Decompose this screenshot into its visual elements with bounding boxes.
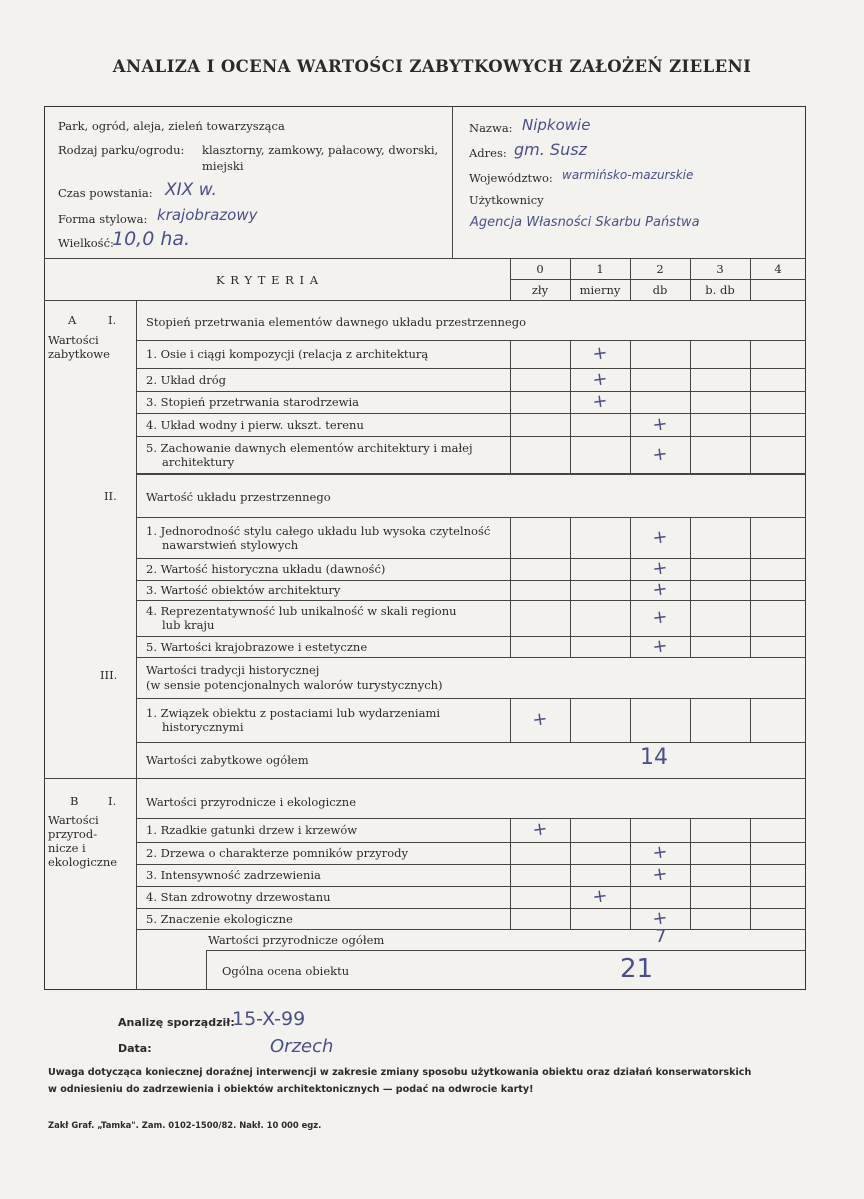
grid-line xyxy=(630,698,631,742)
czas-value: XIX w. xyxy=(165,180,217,200)
grid-line xyxy=(136,558,806,559)
score-col-num: 2 xyxy=(656,262,664,276)
forma-value: krajobrazowy xyxy=(157,206,258,224)
criterion-label: 5. Znaczenie ekologiczne xyxy=(146,911,293,926)
uzytkownicy-value: Agencja Własności Skarbu Państwa xyxy=(470,215,700,230)
group-a1-heading: Stopień przetrwania elementów dawnego układu przestrzennego xyxy=(146,315,527,329)
rodzaj-label: Rodzaj parku/ogrodu: xyxy=(58,143,185,157)
page-title: ANALIZA I OCENA WARTOŚCI ZABYTKOWYCH ZAŁOŻEŃ ZIELENI xyxy=(112,57,752,76)
grid-line xyxy=(206,950,806,951)
adres-value: gm. Susz xyxy=(514,140,587,159)
data-value: Orzech xyxy=(270,1036,334,1057)
czas-label: Czas powstania: xyxy=(58,186,153,200)
score-col-label: db xyxy=(652,283,668,297)
grid-line xyxy=(630,818,631,929)
grid-line xyxy=(630,340,631,473)
criterion-label: 3. Stopień przetrwania starodrzewia xyxy=(146,395,359,409)
grid-line xyxy=(136,742,806,743)
grid-line xyxy=(570,818,571,929)
grid-line xyxy=(136,636,806,637)
wielkosc-value: 10,0 ha. xyxy=(112,228,191,250)
wojewodztwo-value: warmińsko-mazurskie xyxy=(562,168,694,182)
section-a-label-1: Wartości xyxy=(48,333,99,347)
group-a3-heading-1: Wartości tradycji historycznej xyxy=(146,663,320,677)
wojewodztwo-label: Województwo: xyxy=(469,171,553,185)
grid-line xyxy=(136,818,806,819)
grid-line xyxy=(510,258,511,300)
grid-line xyxy=(452,106,453,258)
criterion-label: 5. Wartości krajobrazowe i estetyczne xyxy=(146,639,368,654)
criterion-label-2: historycznymi xyxy=(162,720,244,734)
score-mark: + xyxy=(650,557,669,580)
wielkosc-label: Wielkość: xyxy=(58,236,114,250)
grid-line xyxy=(690,258,691,300)
data-label: Data: xyxy=(118,1042,152,1055)
section-b-label-2: przyrod- xyxy=(48,827,98,841)
score-mark: + xyxy=(650,634,669,658)
group-b1-heading: Wartości przyrodnicze i ekologiczne xyxy=(146,795,357,809)
criterion-label: 5. Zachowanie dawnych elementów architektury i małej xyxy=(146,440,473,455)
grid-line xyxy=(510,279,806,280)
score-col-num: 3 xyxy=(716,262,724,276)
section-a-code: A xyxy=(68,313,77,327)
criterion-label: 4. Układ wodny i pierw. ukszt. terenu xyxy=(146,417,364,432)
score-col-num: 1 xyxy=(596,262,604,276)
grid-line xyxy=(136,886,806,887)
a-total-value: 14 xyxy=(640,745,668,770)
criterion-label: 2. Drzewa o charakterze pomników przyrody xyxy=(146,846,408,860)
grid-line xyxy=(750,818,751,929)
adres-label: Adres: xyxy=(469,146,507,160)
grid-line xyxy=(570,340,571,473)
score-col-label: b. db xyxy=(705,283,735,297)
grid-line xyxy=(136,864,806,865)
rodzaj-options-2: miejski xyxy=(202,159,244,173)
grid-line xyxy=(136,300,806,301)
section-b-label-3: nicze i xyxy=(48,841,86,855)
grid-line xyxy=(690,818,691,929)
group-a2-heading: Wartość układu przestrzennego xyxy=(146,490,331,504)
section-b-code: B xyxy=(70,794,79,808)
section-a2-roman: II. xyxy=(104,489,117,503)
score-col-num: 0 xyxy=(536,262,544,276)
nazwa-label: Nazwa: xyxy=(469,121,513,135)
grid-line xyxy=(136,580,806,581)
grid-line xyxy=(136,908,806,909)
grid-line xyxy=(44,258,806,259)
criterion-label: 3. Intensywność zadrzewienia xyxy=(146,868,321,882)
criterion-label: 1. Osie i ciągi kompozycji (relacja z architekturą xyxy=(146,347,429,361)
criterion-label: 1. Jednorodność stylu całego układu lub wysoka czytelność xyxy=(146,523,491,538)
grid-line xyxy=(136,413,806,414)
b-total-label: Wartości przyrodnicze ogółem xyxy=(208,933,385,947)
section-b-label-4: ekologiczne xyxy=(48,855,118,869)
score-col-num: 4 xyxy=(774,262,782,276)
grid-line xyxy=(136,600,806,601)
score-mark: + xyxy=(650,442,669,466)
criterion-label-2: architektury xyxy=(162,454,235,469)
criterion-label: 2. Układ dróg xyxy=(146,372,227,387)
criterion-label: 4. Stan zdrowotny drzewostanu xyxy=(146,890,331,904)
grid-line xyxy=(510,818,511,929)
section-a3-roman: III. xyxy=(100,668,118,682)
analize-label: Analizę sporządził: xyxy=(118,1016,235,1029)
grid-line xyxy=(136,698,806,699)
grid-line xyxy=(750,698,751,742)
score-col-label: mierny xyxy=(579,283,621,297)
overall-value: 21 xyxy=(620,954,654,984)
criterion-label-2: nawarstwień stylowych xyxy=(162,537,299,552)
grid-line xyxy=(630,517,631,657)
score-mark: + xyxy=(650,525,669,549)
grid-line xyxy=(630,258,631,300)
grid-line xyxy=(136,340,806,341)
score-col-label: zły xyxy=(531,283,549,297)
uzytkownicy-label: Użytkownicy xyxy=(469,193,544,207)
score-mark: + xyxy=(650,578,669,601)
section-b-label-1: Wartości xyxy=(48,813,99,827)
nazwa-value: Nipkowie xyxy=(522,116,591,134)
criterion-label: 2. Wartość historyczna układu (dawność) xyxy=(146,562,386,576)
grid-line xyxy=(510,517,511,657)
analize-value: 15-X-99 xyxy=(232,1008,306,1030)
a-total-label: Wartości zabytkowe ogółem xyxy=(146,753,309,767)
section-a-roman: I. xyxy=(108,313,117,327)
rodzaj-options: klasztorny, zamkowy, pałacowy, dworski, xyxy=(202,143,439,157)
score-mark: + xyxy=(650,412,669,436)
score-mark: + xyxy=(650,606,669,629)
section-a-label-2: zabytkowe xyxy=(48,347,110,361)
criterion-label: 1. Rzadkie gatunki drzew i krzewów xyxy=(146,823,358,837)
uwaga-line-1: Uwaga dotycząca koniecznej doraźnej interwencji w zakresie zmiany sposobu użytkowania obiektu oraz działań konserwatorskich xyxy=(48,1067,752,1078)
grid-line xyxy=(510,340,511,473)
grid-line xyxy=(690,698,691,742)
grid-line xyxy=(570,258,571,300)
type-label: Park, ogród, aleja, zieleń towarzysząca xyxy=(58,119,285,133)
kryteria-label: K R Y T E R I A xyxy=(216,273,320,287)
grid-line xyxy=(206,950,207,990)
overall-label: Ogólna ocena obiektu xyxy=(222,964,350,978)
uwaga-line-2: w odniesieniu do zadrzewienia i obiektów architektonicznych — podać na odwrocie karty! xyxy=(48,1084,534,1095)
criterion-label: 1. Związek obiektu z postaciami lub wydarzeniami xyxy=(146,706,441,720)
grid-line xyxy=(136,657,806,658)
grid-line xyxy=(690,340,691,473)
grid-line xyxy=(136,929,806,930)
grid-line xyxy=(750,258,751,300)
score-mark: + xyxy=(650,863,669,886)
print-info: Zakł Graf. „Tamka". Zam. 0102-1500/82. Nakł. 10 000 egz. xyxy=(48,1120,322,1130)
grid-line xyxy=(570,517,571,657)
grid-line xyxy=(510,698,511,742)
grid-line xyxy=(750,517,751,657)
score-mark: + xyxy=(650,906,669,930)
group-a3-heading-2: (w sensie potencjonalnych walorów turystycznych) xyxy=(146,678,443,692)
score-mark: + xyxy=(530,708,549,731)
grid-line xyxy=(136,474,806,475)
score-mark: + xyxy=(590,390,609,413)
forma-label: Forma stylowa: xyxy=(58,212,148,226)
score-mark: + xyxy=(590,885,609,908)
score-mark: + xyxy=(590,367,609,391)
score-mark: + xyxy=(650,841,669,864)
criterion-label-2: lub kraju xyxy=(162,618,215,632)
b-total-value: 7 xyxy=(655,926,667,947)
criterion-label: 3. Wartość obiektów architektury xyxy=(146,583,341,597)
criterion-label: 4. Reprezentatywność lub unikalność w skali regionu xyxy=(146,604,457,618)
score-mark: + xyxy=(590,342,609,365)
section-b-roman: I. xyxy=(108,794,117,808)
grid-line xyxy=(136,391,806,392)
score-mark: + xyxy=(530,818,549,841)
grid-line xyxy=(750,340,751,473)
grid-line xyxy=(136,368,806,369)
grid-line xyxy=(136,436,806,437)
grid-line xyxy=(570,698,571,742)
grid-line xyxy=(136,778,806,779)
grid-line xyxy=(136,842,806,843)
grid-line xyxy=(690,517,691,657)
grid-line xyxy=(136,517,806,518)
